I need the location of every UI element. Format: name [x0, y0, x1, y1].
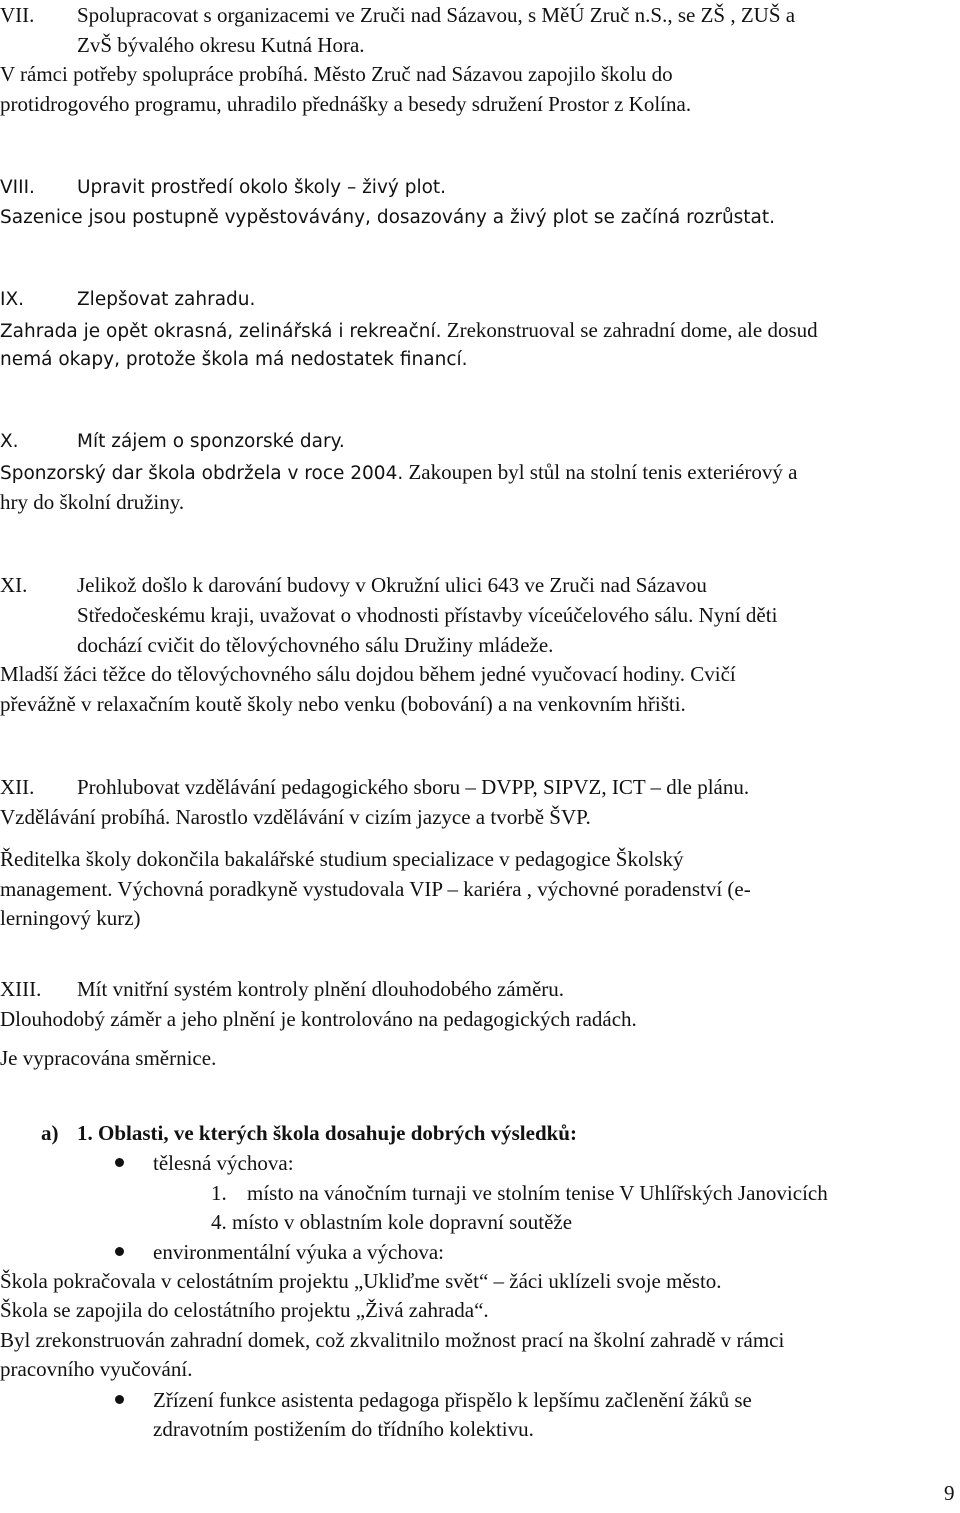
- bullet-icon: [115, 1247, 124, 1256]
- section-10-number: X.: [0, 431, 19, 452]
- section-10-body-part2: Zakoupen byl stůl na stolní tenis exteriérový a: [408, 460, 798, 484]
- section-7-title: Spolupracovat s organizacemi ve Zruči nad Sázavou, s MěÚ Zruč n.S., se ZŠ , ZUŠ a: [77, 3, 796, 27]
- section-13-body: Dlouhodobý záměr a jeho plnění je kontrolováno na pedagogických radách.: [0, 1007, 637, 1031]
- env-line-3: Byl zrekonstruován zahradní domek, což zkvalitnilo možnost prací na školní zahradě v rámci: [0, 1328, 785, 1352]
- section-11-body-cont: převážně v relaxačním koutě školy nebo venku (bobování) a na venkovním hřišti.: [0, 692, 686, 716]
- section-11-title-cont2: dochází cvičit do tělovýchovného sálu Družiny mládeže.: [77, 633, 554, 657]
- pe-item-1-number: 1.: [211, 1181, 227, 1205]
- bullet-icon: [115, 1158, 124, 1167]
- section-7-number: VII.: [0, 3, 35, 27]
- section-11-body: Mladší žáci těžce do tělovýchovného sálu dojdou během jedné vyučovací hodiny. Cvičí: [0, 662, 736, 686]
- pe-item-2: 4. místo v oblastním kole dopravní soutěže: [211, 1210, 573, 1234]
- env-title: environmentální výuka a výchova:: [153, 1240, 444, 1264]
- section-11-number: XI.: [0, 573, 28, 597]
- pe-title: tělesná výchova:: [153, 1151, 294, 1175]
- section-12-number: XII.: [0, 775, 35, 799]
- section-10-body: [0, 459, 797, 487]
- section-8-title: Upravit prostředí okolo školy – živý plot.: [77, 177, 447, 198]
- env-line-2: Škola se zapojila do celostátního projektu „Živá zahrada“.: [0, 1298, 489, 1322]
- section-12-title: Prohlubovat vzdělávání pedagogického sboru – DVPP, SIPVZ, ICT – dle plánu.: [77, 775, 750, 799]
- bullet-icon: [115, 1395, 124, 1404]
- section-9-body-part2: Zrekonstruoval se zahradní dome, ale dosud: [446, 318, 818, 342]
- section-7-title-cont: ZvŠ bývalého okresu Kutná Hora.: [77, 33, 365, 57]
- assistant-line-1: Zřízení funkce asistenta pedagoga přispělo k lepšímu začlenění žáků se: [153, 1388, 752, 1412]
- section-11-title-cont: Středočeskému kraji, uvažovat o vhodnosti přístavby víceúčelového sálu. Nyní děti: [77, 603, 778, 627]
- section-9-body-cont: nemá okapy, protože škola má nedostatek financí.: [0, 349, 468, 370]
- section-11-title: Jelikož došlo k darování budovy v Okružní ulici 643 ve Zruči nad Sázavou: [77, 573, 707, 597]
- section-9-body-part1: Zahrada je opět okrasná, zelinářská i rekreační.: [0, 321, 442, 342]
- section-10-title: Mít zájem o sponzorské dary.: [77, 431, 345, 452]
- section-7-body-cont: protidrogového programu, uhradilo přednášky a besedy sdružení Prostor z Kolína.: [0, 92, 692, 116]
- section-9-body: [0, 317, 818, 345]
- section-9-title: Zlepšovat zahradu.: [77, 289, 256, 310]
- section-12-body-2: Ředitelka školy dokončila bakalářské studium specializace v pedagogice Školský: [0, 847, 684, 871]
- section-8-number: VIII.: [0, 177, 35, 198]
- env-line-1: Škola pokračovala v celostátním projektu „Ukliďme svět“ – žáci uklízeli svoje město.: [0, 1269, 722, 1293]
- page-number: 9: [944, 1481, 955, 1505]
- section-13-number: XIII.: [0, 977, 42, 1001]
- section-12-body-4: lerningový kurz): [0, 906, 141, 930]
- env-line-4: pracovního vyučování.: [0, 1357, 193, 1381]
- results-label: a): [41, 1121, 59, 1145]
- results-heading: 1. Oblasti, ve kterých škola dosahuje dobrých výsledků:: [77, 1121, 577, 1145]
- section-9-number: IX.: [0, 289, 25, 310]
- assistant-line-2: zdravotním postižením do třídního kolektivu.: [153, 1417, 534, 1441]
- section-8-body: Sazenice jsou postupně vypěstovávány, dosazovány a živý plot se začíná rozrůstat.: [0, 207, 776, 228]
- section-12-body: Vzdělávání probíhá. Narostlo vzdělávání v cizím jazyce a tvorbě ŠVP.: [0, 805, 591, 829]
- section-13-title: Mít vnitřní systém kontroly plnění dlouhodobého záměru.: [77, 977, 565, 1001]
- pe-item-1: místo na vánočním turnaji ve stolním tenise V Uhlířských Janovicích: [247, 1181, 828, 1205]
- section-7-body: V rámci potřeby spolupráce probíhá. Město Zruč nad Sázavou zapojilo školu do: [0, 62, 673, 86]
- section-10-body-part1: Sponzorský dar škola obdržela v roce 2004.: [0, 463, 404, 484]
- section-12-body-3: management. Výchovná poradkyně vystudovala VIP – kariéra , výchovné poradenství (e-: [0, 877, 751, 901]
- section-13-body-2: Je vypracována směrnice.: [0, 1046, 217, 1070]
- section-10-body-cont: hry do školní družiny.: [0, 490, 185, 514]
